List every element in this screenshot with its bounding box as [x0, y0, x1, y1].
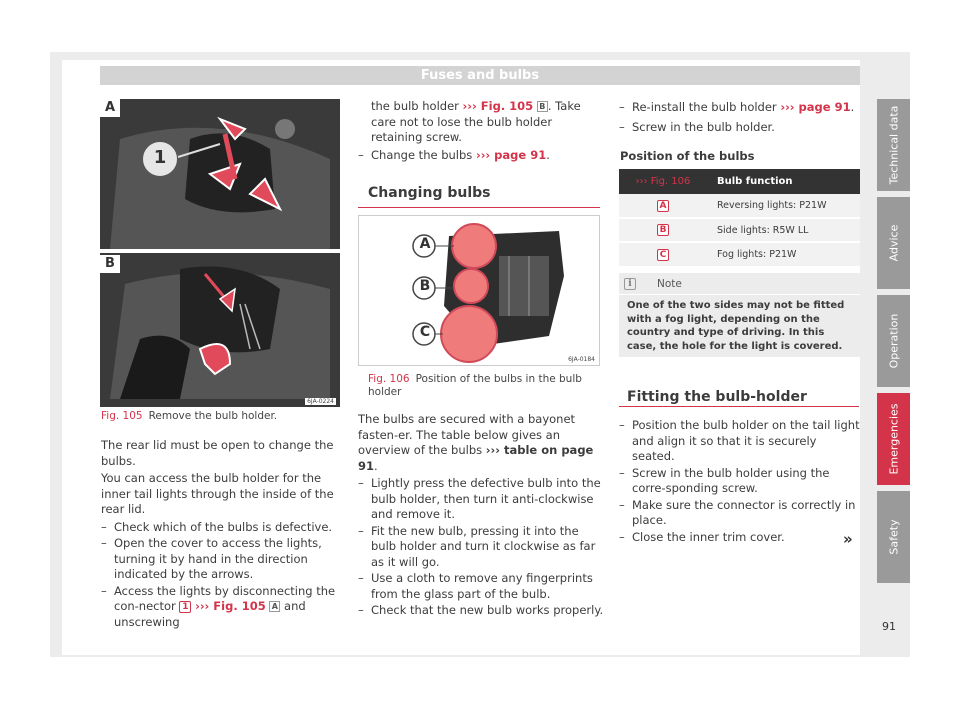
fig-b-icon: B	[537, 101, 548, 112]
column-1-text	[101, 438, 344, 630]
step-change-bulbs-end: .	[546, 147, 550, 162]
figure-106-caption-text: Position of the bulbs in the bulb holder	[368, 373, 582, 398]
step-reinstall	[619, 100, 861, 116]
note-header	[619, 273, 860, 295]
figure-105	[100, 99, 340, 407]
page-header: Fuses and bulbs	[100, 66, 860, 85]
figure-105-illustration	[100, 99, 340, 407]
holder-cont-text-end: . Take care not to lose the bulb holder retaining screw.	[371, 99, 581, 144]
tab-advice-label: Advice	[887, 224, 900, 262]
bulb-table	[619, 169, 860, 266]
figure-105-label-b: B	[100, 255, 120, 273]
heading-fitting-holder: Fitting the bulb-holder	[627, 389, 807, 405]
figure-106-caption	[368, 373, 600, 399]
step-screw-in: – Screw in the bulb holder.	[619, 120, 861, 136]
tab-operation[interactable]	[877, 295, 910, 387]
step-change-bulbs	[358, 148, 603, 164]
bayonet-text-end: .	[374, 458, 378, 473]
table-row-c-key-cell	[619, 242, 707, 266]
table-row-b-func: Side lights: R5W LL	[717, 224, 809, 236]
paragraph-access: You can access the bulb holder for the inner tail lights through the inside of the rear lid.	[101, 471, 334, 516]
table-title: Position of the bulbs	[620, 149, 755, 163]
column-2-top-text	[358, 99, 603, 163]
heading-rule-fitting	[619, 406, 859, 407]
paragraph-rear-lid: The rear lid must be open to change the bulbs.	[101, 438, 334, 468]
column-2-text	[358, 412, 604, 619]
tab-advice[interactable]	[877, 197, 910, 289]
note-title: Note	[657, 278, 682, 290]
table-row-a-key-cell	[619, 194, 707, 218]
fig-105-link-b[interactable]: ››› Fig. 105	[462, 99, 534, 113]
paragraph-bayonet	[358, 412, 604, 474]
tab-emergencies-label: Emergencies	[887, 403, 900, 475]
figure-106-illustration	[359, 216, 599, 365]
step-screw-holder: – Screw in the bulb holder using the corre-sponding screw.	[619, 466, 861, 497]
figure-105-caption	[101, 410, 341, 423]
figure-106-label-a: A	[419, 236, 431, 252]
figure-105-code: 6JA-0224	[307, 398, 334, 405]
step-open-cover: – Open the cover to access the lights, turning it by hand in the direction indicated by the arrows.	[101, 536, 344, 583]
step-press-bulb: – Lightly press the defective bulb into the bulb holder, then turn it anti-clockwise and remove it.	[358, 476, 604, 523]
figure-105-number: Fig. 105	[101, 410, 143, 422]
figure-106-label-b: B	[419, 278, 431, 294]
continue-marker: »	[843, 530, 853, 548]
figure-105-caption-text: Remove the bulb holder.	[148, 410, 278, 422]
page-91-link[interactable]: ››› page 91	[475, 147, 547, 162]
figure-106-code: 6JA-0184	[568, 356, 595, 363]
note-text: One of the two sides may not be fitted with a fog light, depending on the country and type of driving. In this case, the hole for the light is covered.	[627, 300, 845, 352]
step-reinstall-text: Re-install the bulb holder	[632, 100, 777, 114]
holder-cont-text: the bulb holder	[371, 99, 459, 113]
table-head-function: Bulb function	[717, 176, 793, 187]
step-check-bulbs: – Check which of the bulbs is defective.	[101, 520, 344, 536]
step-check-works: – Check that the new bulb works properly.	[358, 603, 604, 619]
step-reinstall-end: .	[850, 100, 855, 114]
figure-105-label-a: A	[100, 99, 120, 117]
table-key-c: C	[657, 249, 669, 261]
step-disconnect-text: Access the lights by disconnecting the con-nector	[114, 583, 336, 613]
heading-rule-changing	[358, 207, 600, 208]
heading-changing-bulbs: Changing bulbs	[368, 185, 491, 201]
tab-safety-label: Safety	[887, 519, 900, 555]
fig-a-icon: A	[269, 601, 280, 612]
table-head-fig[interactable]: ››› Fig. 106	[635, 176, 691, 187]
step-connector: – Make sure the connector is correctly in place.	[619, 498, 861, 529]
tab-technical-data-label: Technical data	[887, 105, 900, 185]
step-disconnect-text-end: and unscrewing	[114, 599, 306, 629]
figure-106-label-c: C	[419, 324, 431, 340]
column-3-text	[619, 417, 861, 545]
step-close-trim: – Close the inner trim cover.	[619, 530, 861, 546]
figure-106-number: Fig. 106	[368, 373, 410, 385]
figure-105-callout-1: 1	[153, 147, 167, 168]
table-key-b: B	[657, 224, 669, 236]
table-row-a-func: Reversing lights: P21W	[717, 200, 827, 211]
table-link[interactable]: ››› table on page 91	[358, 443, 594, 473]
info-icon: i	[624, 278, 636, 290]
page-91-link-2[interactable]: ››› page 91	[780, 100, 851, 114]
step-fit-new: – Fit the new bulb, pressing it into the bulb holder and turn it clockwise as far as it will go.	[358, 524, 604, 571]
step-cloth: – Use a cloth to remove any fingerprints from the glass part of the bulb.	[358, 571, 604, 602]
figure-106	[358, 215, 600, 366]
callout-1-badge: 1	[179, 601, 191, 613]
fig-105-link[interactable]: ››› Fig. 105	[195, 599, 266, 613]
column-3-top-text	[619, 99, 861, 135]
table-row-b-key-cell	[619, 218, 707, 242]
tab-emergencies[interactable]	[877, 393, 910, 485]
page-number: 91	[882, 620, 896, 633]
paragraph-holder-cont	[358, 99, 603, 146]
note-box	[619, 273, 860, 357]
bayonet-text: The bulbs are secured with a bayonet fasten-er. The table below gives an overview of the bulbs	[358, 412, 576, 457]
step-disconnect	[101, 584, 344, 631]
step-position-holder: – Position the bulb holder on the tail light and align it so that it is securely seated.	[619, 418, 861, 465]
step-change-bulbs-text: Change the bulbs	[371, 147, 473, 162]
tab-safety[interactable]	[877, 491, 910, 583]
table-key-a: A	[657, 200, 669, 212]
tab-technical-data[interactable]	[877, 99, 910, 191]
tab-operation-label: Operation	[887, 313, 900, 369]
table-row-c-func: Fog lights: P21W	[717, 249, 797, 260]
